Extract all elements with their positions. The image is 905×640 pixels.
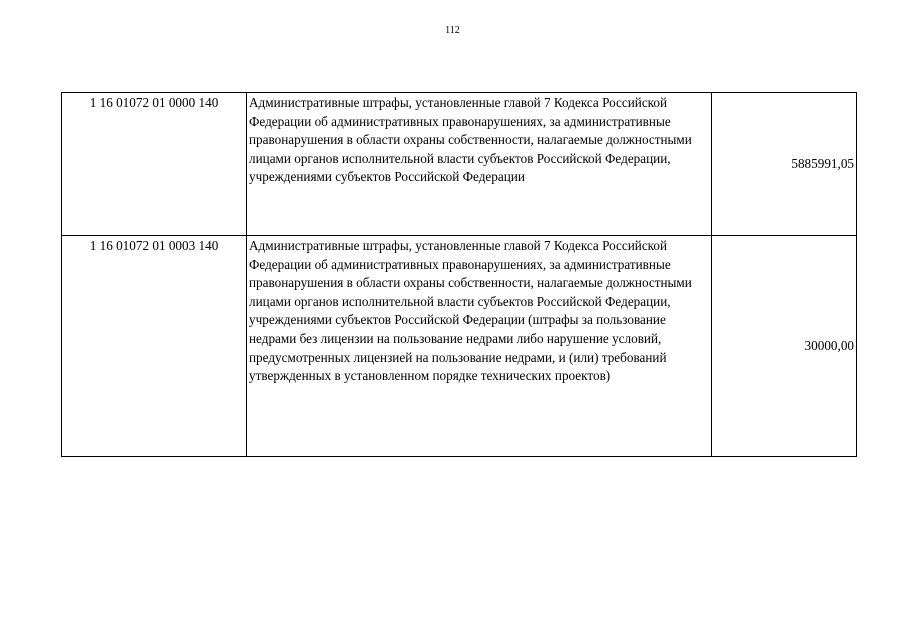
amount-cell: 30000,00: [712, 236, 857, 457]
description-cell: Административные штрафы, установленные главой 7 Кодекса Российской Федерации об административных правонарушениях, за административные правонарушения в области охраны собственности, налагаемые должностными лицами органов исполнительной власти субъектов Российской Федерации, учреждениями субъектов Российской Федерации (штрафы за пользование недрами без лицензии на пользование недрами либо нарушение условий, предусмотренных лицензией на пользование недрами, и (или) требований утвержденных в установленном порядке технических проектов): [247, 236, 712, 457]
budget-code-cell: 1 16 01072 01 0003 140: [62, 236, 247, 457]
description-cell: Административные штрафы, установленные главой 7 Кодекса Российской Федерации об административных правонарушениях, за административные правонарушения в области охраны собственности, налагаемые должностными лицами органов исполнительной власти субъектов Российской Федерации, учреждениями субъектов Российской Федерации: [247, 93, 712, 236]
table-row: [62, 93, 857, 236]
table-row: [62, 236, 857, 457]
page-number: 112: [445, 25, 460, 36]
budget-code-cell: 1 16 01072 01 0000 140: [62, 93, 247, 236]
budget-table: [61, 92, 857, 457]
amount-cell: 5885991,05: [712, 93, 857, 236]
